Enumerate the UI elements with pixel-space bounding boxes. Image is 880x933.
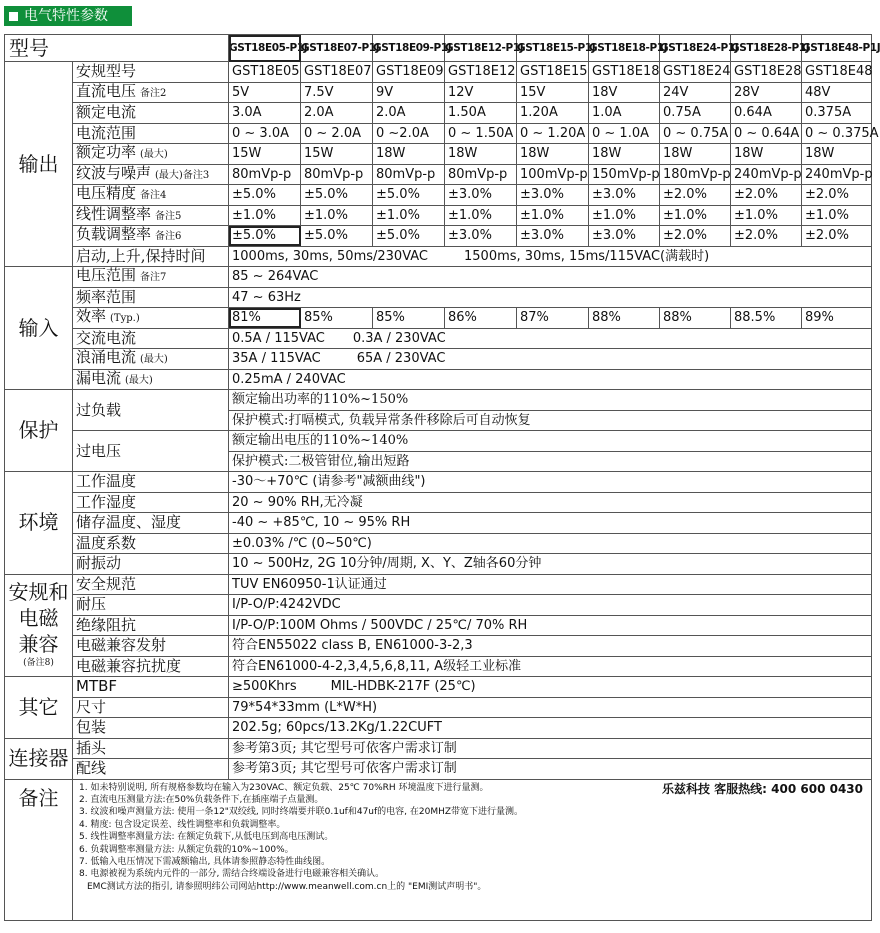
- safety-row: [5, 615, 872, 636]
- value-cell: ±1.0%: [660, 205, 731, 226]
- section-output: 输出: [5, 62, 73, 267]
- label-text: 额定电流: [76, 103, 137, 122]
- label-text: 浪涌电流: [76, 348, 137, 367]
- remark-line: 3. 纹波和噪声测量方法: 使用一条12"双绞线, 同时终端要并联0.1uf和47uf的电容, 在20MHZ带宽下进行量测。: [79, 807, 524, 818]
- remark-line: 6. 负载调整率测量方法: 从额定负载的10%~100%。: [79, 844, 294, 855]
- value-cell: ±5.0%: [229, 226, 301, 247]
- section-safety-line: 兼容: [18, 631, 59, 656]
- value-cell: 0 ~2.0A: [373, 123, 445, 144]
- value-cell: 202.5g; 60pcs/13.2Kg/1.22CUFT: [229, 718, 872, 739]
- label-note: 备注2: [140, 87, 167, 99]
- output-row: [5, 164, 872, 185]
- spec-table: [4, 34, 880, 921]
- environment-row: [5, 533, 872, 554]
- row-label: [73, 164, 229, 185]
- value-cell: GST18E07: [301, 62, 373, 83]
- section-header: [4, 6, 132, 26]
- remark-line: 7. 低输入电压情况下需减额输出, 具体请参照静态特性曲线图。: [79, 856, 331, 867]
- section-protection: 保护: [5, 390, 73, 472]
- remark-line: 2. 直流电压测量方法:在50%负载条件下,在插座端子点量测。: [79, 794, 324, 805]
- row-label: [73, 62, 229, 83]
- label-text: 工作温度: [76, 472, 137, 491]
- value-cell: ±2.0%: [660, 226, 731, 247]
- square-icon: [9, 12, 18, 21]
- value-cell: 18W: [445, 144, 517, 165]
- value-cell: 保护模式:二极管钳位,输出短路: [229, 451, 872, 472]
- row-label: [73, 595, 229, 616]
- label-text: 频率范围: [76, 287, 137, 306]
- value-cell: 28V: [731, 82, 802, 103]
- value-cell: 0 ~ 2.0A: [301, 123, 373, 144]
- label-text: 过电压: [76, 441, 122, 460]
- label-text: 电压范围: [76, 266, 137, 285]
- value-cell: ±3.0%: [445, 185, 517, 206]
- label-note: (最大): [140, 149, 168, 161]
- row-label: [73, 369, 229, 390]
- efficiency-cell: 88.5%: [731, 308, 802, 329]
- value-cell: 0 ~ 3.0A: [229, 123, 301, 144]
- row-label: [73, 205, 229, 226]
- label-note: 备注7: [140, 272, 167, 284]
- remark-line: 4. 精度: 包含设定误差、线性调整率和负载调整率。: [79, 819, 286, 830]
- efficiency-cell: 81%: [229, 308, 301, 329]
- row-label: [73, 615, 229, 636]
- label-text: 安规型号: [76, 62, 137, 81]
- value-cell: ±2.0%: [660, 185, 731, 206]
- safety-row: [5, 595, 872, 616]
- label-text: 纹波与噪声: [76, 163, 152, 182]
- row-label: [73, 738, 229, 759]
- row-label: [73, 82, 229, 103]
- value-cell: ±1.0%: [517, 205, 589, 226]
- value-cell: 0.375A: [802, 103, 872, 124]
- label-text: 温度系数: [76, 533, 137, 552]
- section-input: 输入: [5, 267, 73, 390]
- label-text: 工作湿度: [76, 492, 137, 511]
- row-label: [73, 226, 229, 247]
- model-header: GST18E05-P1J: [229, 35, 301, 62]
- row-label: [73, 656, 229, 677]
- value-cell: ±0.03% /℃ (0~50℃): [229, 533, 872, 554]
- label-note: 备注4: [140, 190, 167, 202]
- output-row-startup: [5, 246, 872, 267]
- model-header: GST18E07-P1J: [301, 35, 373, 62]
- value-cell: GST18E12: [445, 62, 517, 83]
- value-cell: 1.20A: [517, 103, 589, 124]
- value-cell: ±2.0%: [802, 226, 872, 247]
- mtbf-hours: ≥500Khrs: [232, 679, 297, 695]
- mtbf-value: [229, 677, 872, 698]
- value-cell: ±5.0%: [229, 185, 301, 206]
- output-row: [5, 205, 872, 226]
- value-cell: 18W: [660, 144, 731, 165]
- value-cell: 额定输出电压的110%~140%: [229, 431, 872, 452]
- section-connector: 连接器: [5, 738, 73, 779]
- value-cell: ±2.0%: [731, 185, 802, 206]
- ac-current-value: [229, 328, 872, 349]
- value-cell: 48V: [802, 82, 872, 103]
- input-row: [5, 369, 872, 390]
- label-text: 漏电流: [76, 368, 122, 387]
- input-row: [5, 267, 872, 288]
- efficiency-cell: 89%: [802, 308, 872, 329]
- row-label: [73, 123, 229, 144]
- row-label: [73, 328, 229, 349]
- label-text: 线性调整率: [76, 204, 152, 223]
- value-cell: ±3.0%: [445, 226, 517, 247]
- row-label: [73, 513, 229, 534]
- value-cell: 0.64A: [731, 103, 802, 124]
- value-cell: 符合EN55022 class B, EN61000-3-2,3: [229, 636, 872, 657]
- other-row: [5, 677, 872, 698]
- label-text: 电压精度: [76, 184, 137, 203]
- model-header: GST18E12-P1J: [445, 35, 517, 62]
- value-cell: I/P-O/P:4242VDC: [229, 595, 872, 616]
- value-cell: TUV EN60950-1认证通过: [229, 574, 872, 595]
- value-cell: 18W: [517, 144, 589, 165]
- value-cell: 100mVp-p: [517, 164, 589, 185]
- model-row: [5, 35, 872, 62]
- remark-line: EMC测试方法的指引, 请参照明纬公司网站http://www.meanwell.com.cn上的 "EMI测试声明书"。: [87, 881, 487, 892]
- section-other: 其它: [5, 677, 73, 739]
- row-label: [73, 533, 229, 554]
- output-row: [5, 144, 872, 165]
- label-text: 额定功率: [76, 143, 137, 162]
- startup-115: 1500ms, 30ms, 15ms/115VAC(满载时): [464, 248, 710, 264]
- safety-row: [5, 636, 872, 657]
- value-cell: ±3.0%: [517, 185, 589, 206]
- label-text: 耐压: [76, 595, 107, 614]
- row-label: [73, 677, 229, 698]
- value-cell: ±3.0%: [589, 226, 660, 247]
- row-label: [73, 759, 229, 780]
- value-cell: 18W: [589, 144, 660, 165]
- efficiency-cell: 85%: [301, 308, 373, 329]
- value-cell: 15V: [517, 82, 589, 103]
- value-cell: ±1.0%: [229, 205, 301, 226]
- value-cell: GST18E18: [589, 62, 660, 83]
- label-text: 耐振动: [76, 554, 122, 573]
- input-row: [5, 328, 872, 349]
- value-cell: GST18E05: [229, 62, 301, 83]
- efficiency-cell: 86%: [445, 308, 517, 329]
- value-cell: 80mVp-p: [445, 164, 517, 185]
- row-label: [73, 267, 229, 288]
- value-cell: 12V: [445, 82, 517, 103]
- protection-row: [5, 431, 872, 452]
- row-label: [73, 697, 229, 718]
- output-row: [5, 123, 872, 144]
- value-cell: 47 ~ 63Hz: [229, 287, 872, 308]
- efficiency-cell: 87%: [517, 308, 589, 329]
- section-remarks: 备注: [5, 779, 73, 920]
- value-cell: 0 ~ 1.20A: [517, 123, 589, 144]
- environment-row: [5, 513, 872, 534]
- protection-row: [5, 390, 872, 411]
- inrush-115: 35A / 115VAC: [232, 351, 321, 367]
- row-label: [73, 636, 229, 657]
- safety-row: [5, 656, 872, 677]
- value-cell: 80mVp-p: [373, 164, 445, 185]
- value-cell: GST18E09: [373, 62, 445, 83]
- value-cell: ±2.0%: [731, 226, 802, 247]
- value-cell: 18W: [802, 144, 872, 165]
- model-header: GST18E09-P1J: [373, 35, 445, 62]
- value-cell: ±1.0%: [589, 205, 660, 226]
- value-cell: 1.0A: [589, 103, 660, 124]
- label-text: MTBF: [76, 677, 118, 696]
- value-cell: 18W: [731, 144, 802, 165]
- remark-line: 5. 线性调整率测量方法: 在额定负载下,从低电压到高电压测试。: [79, 832, 334, 843]
- model-header: GST18E18-P1J: [589, 35, 660, 62]
- label-text: 电磁兼容抗扰度: [76, 656, 182, 675]
- value-cell: ±3.0%: [517, 226, 589, 247]
- output-row: [5, 185, 872, 206]
- section-header-title: 电气特性参数: [24, 8, 108, 24]
- label-text: 尺寸: [76, 697, 107, 716]
- label-text: 过负载: [76, 400, 122, 419]
- row-label: [73, 554, 229, 575]
- value-cell: ±5.0%: [373, 226, 445, 247]
- value-cell: 85 ~ 264VAC: [229, 267, 872, 288]
- value-cell: 9V: [373, 82, 445, 103]
- value-cell: GST18E48: [802, 62, 872, 83]
- label-note: (最大): [140, 354, 168, 366]
- row-label: [73, 431, 229, 472]
- safety-row: [5, 574, 872, 595]
- value-cell: I/P-O/P:100M Ohms / 500VDC / 25℃/ 70% RH: [229, 615, 872, 636]
- output-row: [5, 82, 872, 103]
- row-label: [73, 349, 229, 370]
- value-cell: ±1.0%: [731, 205, 802, 226]
- value-cell: ±5.0%: [301, 226, 373, 247]
- connector-row: [5, 759, 872, 780]
- row-label: [73, 287, 229, 308]
- model-header: GST18E48-P1J: [802, 35, 872, 62]
- value-cell: 参考第3页; 其它型号可依客户需求订制: [229, 759, 872, 780]
- remarks-body: [73, 779, 872, 920]
- value-cell: 24V: [660, 82, 731, 103]
- value-cell: 240mVp-p: [731, 164, 802, 185]
- value-cell: 240mVp-p: [802, 164, 872, 185]
- environment-row: [5, 492, 872, 513]
- value-cell: ±1.0%: [373, 205, 445, 226]
- label-text: 插头: [76, 738, 107, 757]
- row-label: [73, 472, 229, 493]
- value-cell: 0 ~ 0.75A: [660, 123, 731, 144]
- remark-line: 8. 电源被视为系统内元件的一部分, 需结合终端设备进行电磁兼容相关确认。: [79, 869, 385, 880]
- section-environment: 环境: [5, 472, 73, 575]
- value-cell: 15W: [301, 144, 373, 165]
- value-cell: ±1.0%: [802, 205, 872, 226]
- value-cell: 参考第3页; 其它型号可依客户需求订制: [229, 738, 872, 759]
- value-cell: 符合EN61000-4-2,3,4,5,6,8,11, A级轻工业标准: [229, 656, 872, 677]
- section-safety-line: 电磁: [18, 605, 59, 630]
- label-text: 绝缘阻抗: [76, 615, 137, 634]
- value-cell: GST18E24: [660, 62, 731, 83]
- value-cell: 0 ~ 1.0A: [589, 123, 660, 144]
- row-label: [73, 185, 229, 206]
- value-cell: 150mVp-p: [589, 164, 660, 185]
- value-cell: ±1.0%: [301, 205, 373, 226]
- input-row: [5, 308, 872, 329]
- value-cell: 80mVp-p: [301, 164, 373, 185]
- value-cell: 2.0A: [373, 103, 445, 124]
- startup-230: 1000ms, 30ms, 50ms/230VAC: [232, 248, 429, 264]
- label-text: 储存温度、湿度: [76, 513, 182, 532]
- model-header: GST18E28-P1J: [731, 35, 802, 62]
- row-label: [73, 103, 229, 124]
- ac-230: 0.3A / 230VAC: [352, 330, 446, 346]
- model-header: GST18E15-P1J: [517, 35, 589, 62]
- row-label: [73, 246, 229, 267]
- value-cell: -30～+70℃ (请参考"减额曲线"): [229, 472, 872, 493]
- value-cell: 3.0A: [229, 103, 301, 124]
- value-cell: -40 ~ +85℃, 10 ~ 95% RH: [229, 513, 872, 534]
- value-cell: 7.5V: [301, 82, 373, 103]
- value-cell: 2.0A: [301, 103, 373, 124]
- value-cell: ±5.0%: [301, 185, 373, 206]
- value-cell: 18V: [589, 82, 660, 103]
- connector-row: [5, 738, 872, 759]
- value-cell: 0 ~ 0.64A: [731, 123, 802, 144]
- mtbf-standard: MIL-HDBK-217F (25℃): [330, 679, 476, 695]
- inrush-value: [229, 349, 872, 370]
- value-cell: 0 ~ 1.50A: [445, 123, 517, 144]
- other-row: [5, 697, 872, 718]
- label-note: 备注6: [155, 231, 182, 243]
- row-label: [73, 492, 229, 513]
- label-text: 电流范围: [76, 123, 137, 142]
- value-cell: 0 ~ 0.375A: [802, 123, 872, 144]
- other-row: [5, 718, 872, 739]
- efficiency-cell: 85%: [373, 308, 445, 329]
- row-label: [73, 718, 229, 739]
- label-text: 交流电流: [76, 328, 137, 347]
- output-row: [5, 226, 872, 247]
- label-note: 备注5: [155, 210, 182, 222]
- label-text: 配线: [76, 759, 107, 778]
- section-safety-emc: [5, 574, 73, 677]
- value-cell: GST18E15: [517, 62, 589, 83]
- startup-value: [229, 246, 872, 267]
- label-text: 效率: [76, 307, 107, 326]
- value-cell: 1.50A: [445, 103, 517, 124]
- value-cell: GST18E28: [731, 62, 802, 83]
- label-text: 安全规范: [76, 574, 137, 593]
- value-cell: 20 ~ 90% RH,无冷凝: [229, 492, 872, 513]
- value-cell: 0.75A: [660, 103, 731, 124]
- value-cell: 15W: [229, 144, 301, 165]
- model-header: GST18E24-P1J: [660, 35, 731, 62]
- label-note: (Typ.): [110, 313, 140, 325]
- value-cell: 79*54*33mm (L*W*H): [229, 697, 872, 718]
- value-cell: 80mVp-p: [229, 164, 301, 185]
- value-cell: 保护模式:打嗝模式, 负载异常条件移除后可自动恢复: [229, 410, 872, 431]
- row-label: [73, 144, 229, 165]
- value-cell: ±1.0%: [445, 205, 517, 226]
- label-text: 包装: [76, 718, 107, 737]
- efficiency-cell: 88%: [660, 308, 731, 329]
- value-cell: ±5.0%: [373, 185, 445, 206]
- label-text: 直流电压: [76, 81, 137, 100]
- input-row: [5, 349, 872, 370]
- inrush-230: 65A / 230VAC: [356, 351, 446, 367]
- value-cell: ±2.0%: [802, 185, 872, 206]
- value-cell: 180mVp-p: [660, 164, 731, 185]
- environment-row: [5, 472, 872, 493]
- output-row: [5, 103, 872, 124]
- remarks-row: [5, 779, 872, 920]
- model-label: 型号: [5, 35, 229, 62]
- label-note: (最大): [125, 374, 153, 386]
- value-cell: 10 ~ 500Hz, 2G 10分钟/周期, X、Y、Z轴各60分钟: [229, 554, 872, 575]
- row-label: [73, 308, 229, 329]
- input-row: [5, 287, 872, 308]
- value-cell: 5V: [229, 82, 301, 103]
- label-text: 启动,上升,保持时间: [76, 246, 206, 265]
- value-cell: ±3.0%: [589, 185, 660, 206]
- section-safety-line: 安规和: [8, 579, 69, 604]
- row-label: [73, 390, 229, 431]
- efficiency-cell: 88%: [589, 308, 660, 329]
- hotline: 乐兹科技 客服热线: 400 600 0430: [661, 781, 863, 796]
- value-cell: 额定输出功率的110%~150%: [229, 390, 872, 411]
- output-row: [5, 62, 872, 83]
- label-note: (最大)备注3: [155, 169, 210, 181]
- label-text: 负载调整率: [76, 225, 152, 244]
- value-cell: 18W: [373, 144, 445, 165]
- row-label: [73, 574, 229, 595]
- ac-115: 0.5A / 115VAC: [232, 330, 325, 346]
- remark-line: 1. 如未特别说明, 所有规格参数均在输入为230VAC、额定负载、25℃ 70%RH 环境温度下进行量测。: [79, 782, 489, 793]
- value-cell: 0.25mA / 240VAC: [229, 369, 872, 390]
- environment-row: [5, 554, 872, 575]
- section-safety-note: (备注8): [23, 657, 54, 668]
- label-text: 电磁兼容发射: [76, 636, 167, 655]
